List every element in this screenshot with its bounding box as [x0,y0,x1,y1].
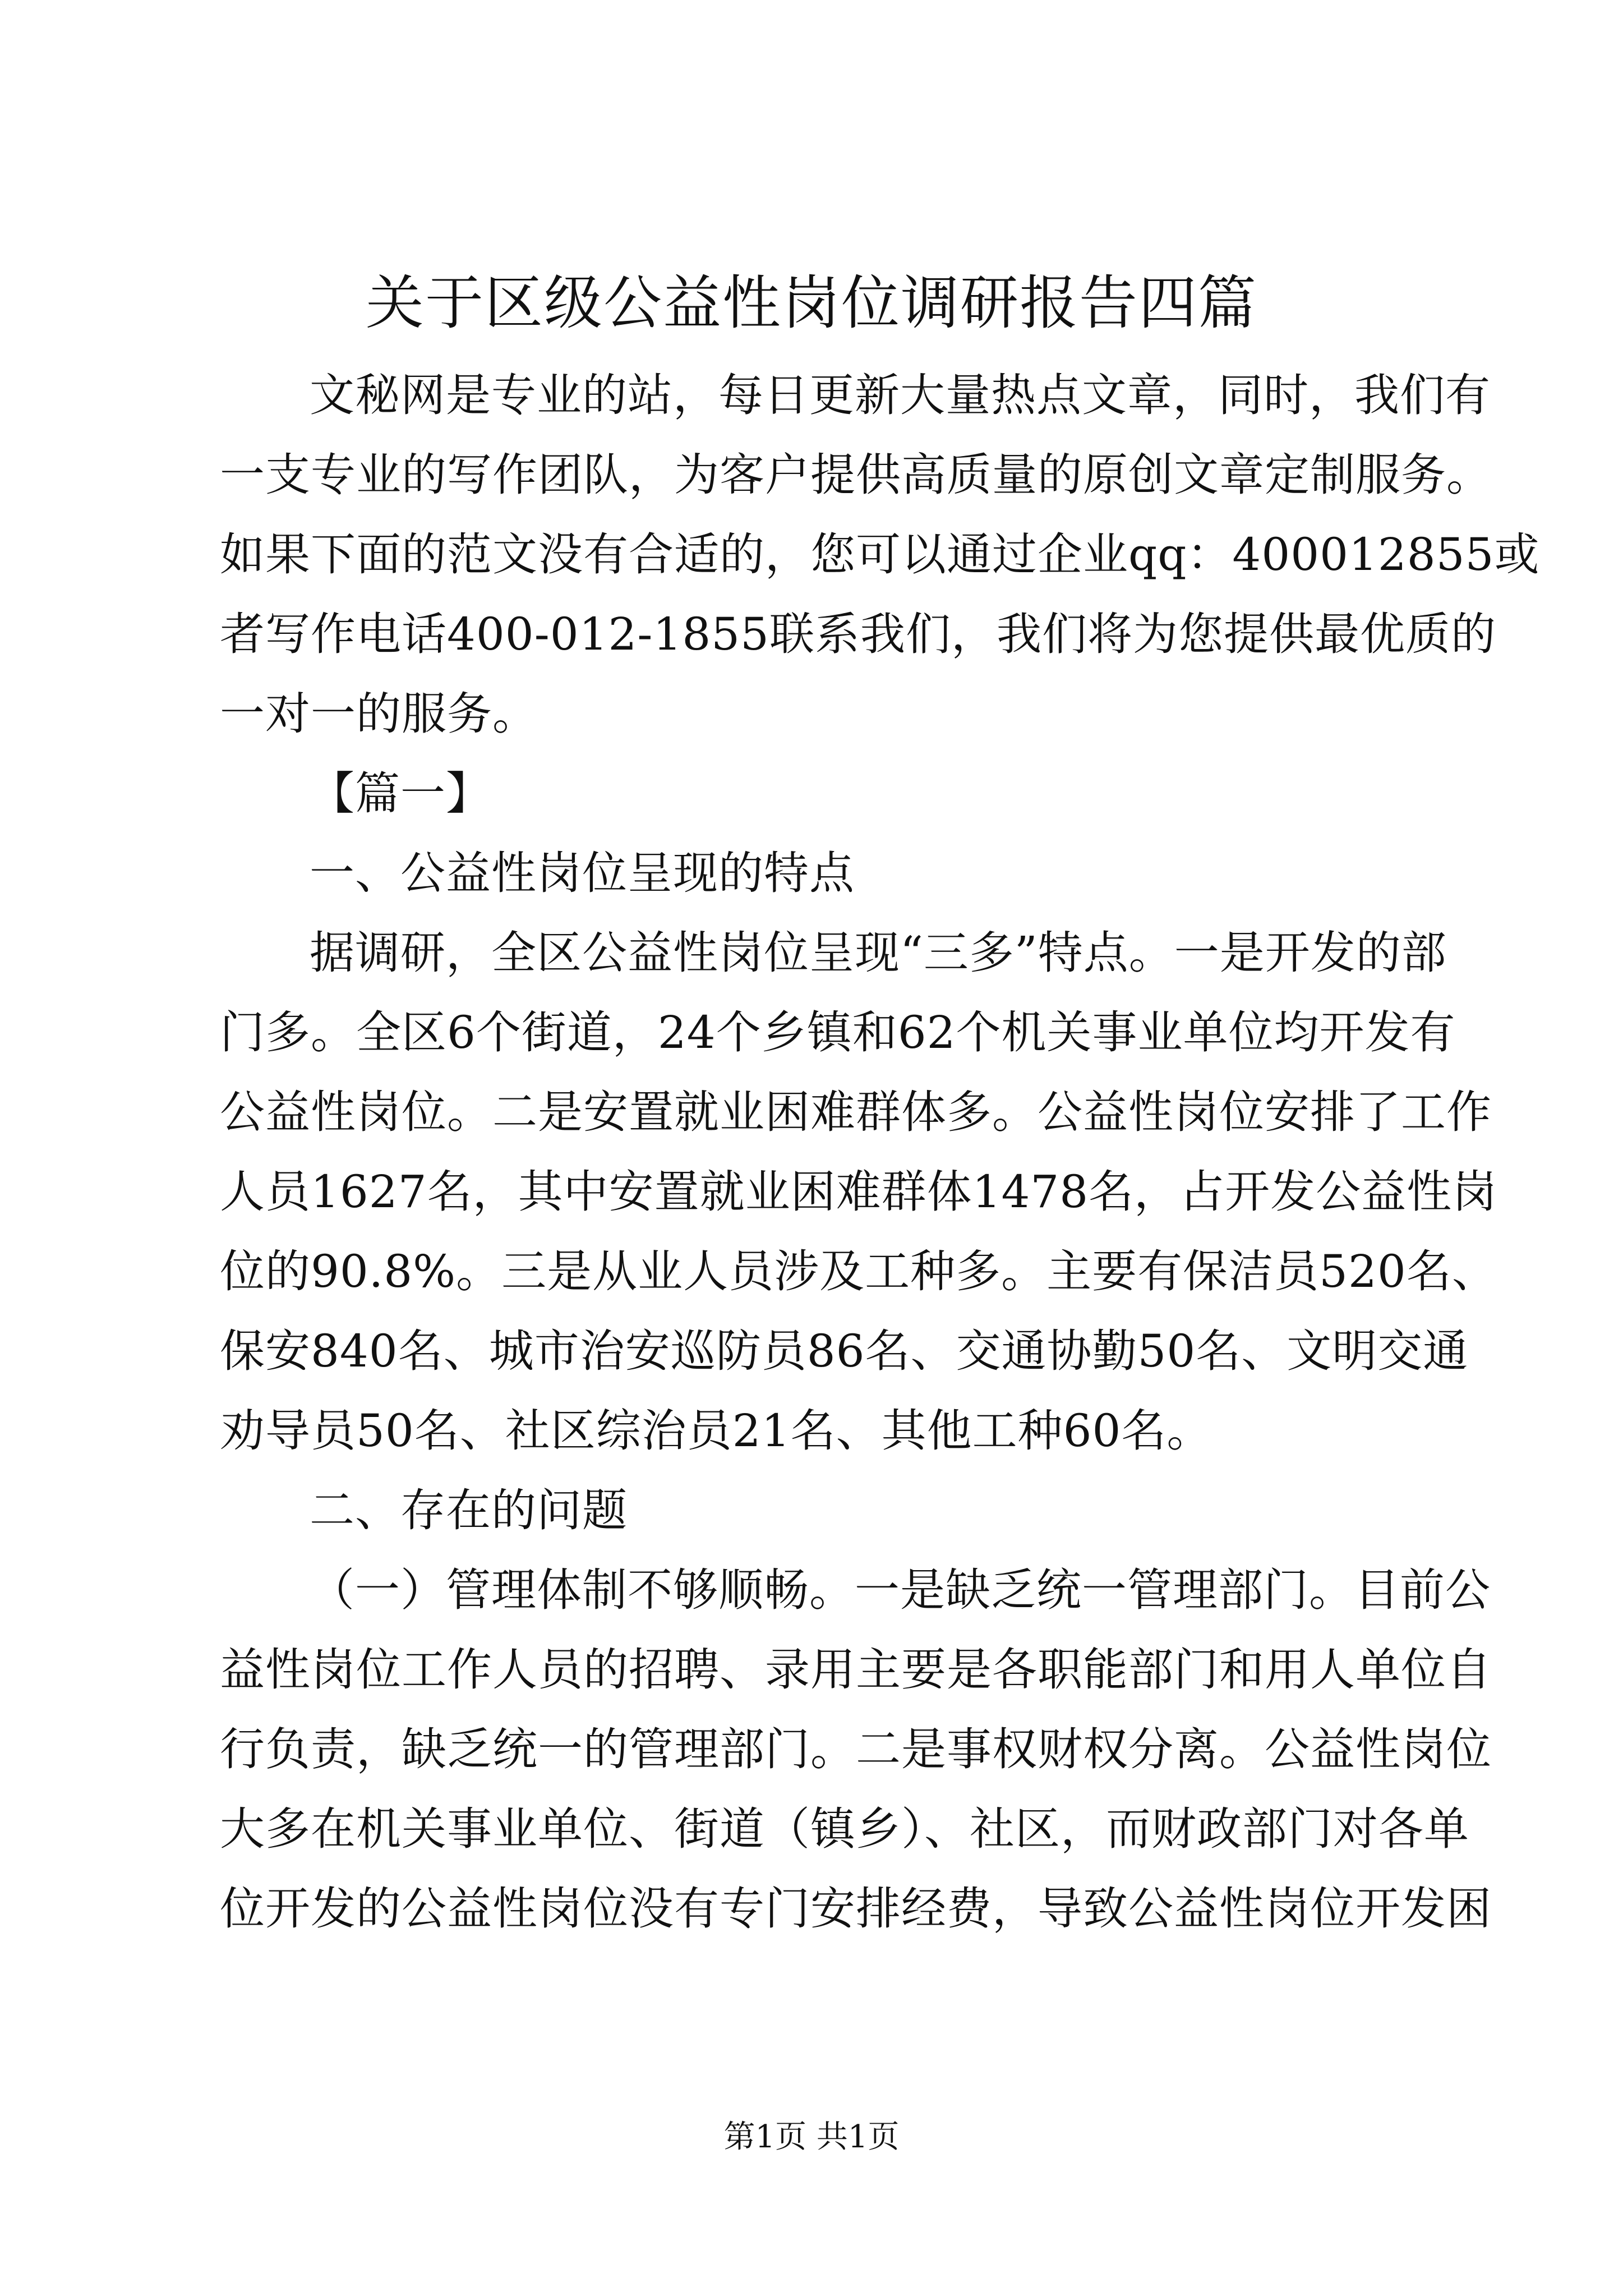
paragraph-line: 如果下面的范文没有合适的，您可以通过企业qq：400012855或 [220,528,1540,581]
paragraph-line: 文秘网是专业的站，每日更新大量热点文章，同时，我们有 [310,369,1491,421]
document-title: 关于区级公益性岗位调研报告四篇 [365,269,1257,337]
section-heading: 【篇一】 [310,767,491,820]
paragraph-line: 据调研，全区公益性岗位呈现“三多”特点。一是开发的部 [310,927,1447,979]
paragraph-line: 公益性岗位。二是安置就业困难群体多。公益性岗位安排了工作 [220,1086,1492,1138]
document-body [220,356,1540,1949]
paragraph-line: 者写作电话400-012-1855联系我们，我们将为您提供最优质的 [220,608,1497,660]
paragraph-line: 劝导员50名、社区综治员21名、其他工种60名。 [220,1405,1212,1457]
paragraph-line: 一支专业的写作团队，为客户提供高质量的原创文章定制服务。 [220,449,1492,501]
paragraph-line: 位开发的公益性岗位没有专门安排经费，导致公益性岗位开发困 [220,1883,1492,1935]
paragraph-line: 位的90.8%。三是从业人员涉及工种多。主要有保洁员520名、 [220,1245,1497,1297]
paragraph-line: 益性岗位工作人员的招聘、录用主要是各职能部门和用人单位自 [220,1644,1492,1696]
paragraph-line: 大多在机关事业单位、街道（镇乡）、社区，而财政部门对各单 [220,1803,1469,1855]
paragraph-line: 行负责，缺乏统一的管理部门。二是事权财权分离。公益性岗位 [220,1723,1492,1775]
page-footer: 第1页 共1页 [723,2119,900,2155]
paragraph-line: （一）管理体制不够顺畅。一是缺乏统一管理部门。目前公 [310,1564,1491,1616]
paragraph-line: 门多。全区6个街道，24个乡镇和62个机关事业单位均开发有 [220,1006,1456,1059]
paragraph-line: 人员1627名，其中安置就业困难群体1478名，占开发公益性岗 [220,1166,1498,1218]
section-heading: 一、公益性岗位呈现的特点 [310,847,855,899]
section-heading: 二、存在的问题 [310,1484,628,1536]
paragraph-line: 保安840名、城市治安巡防员86名、交通协勤50名、文明交通 [220,1325,1469,1377]
paragraph-line: 一对一的服务。 [220,688,538,740]
